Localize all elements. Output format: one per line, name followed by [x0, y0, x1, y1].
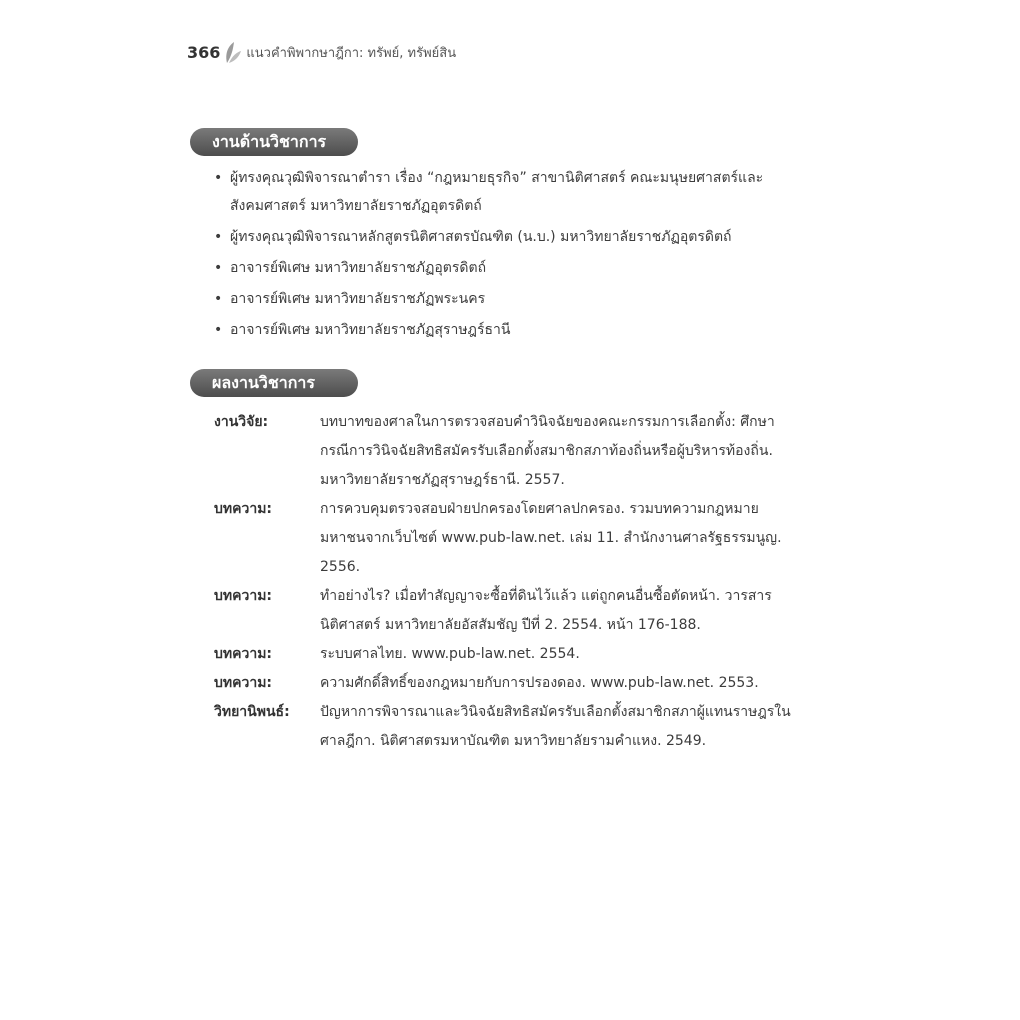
list-item: • อาจารย์พิเศษ มหาวิทยาลัยราชภัฏอุตรดิตถ์: [214, 260, 487, 276]
leaf-ornament-icon: [223, 39, 243, 65]
list-item-text: อาจารย์พิเศษ มหาวิทยาลัยราชภัฏพระนคร: [230, 291, 486, 307]
publication-text: บทบาทของศาลในการตรวจสอบคำวินิจฉัยของคณะกรรมการเลือกตั้ง: ศึกษากรณีการวินิจฉัยสิทธิสมัครรับเลือกตั้งสมาชิกสภาท้องถิ่นหรือผู้บริหารท้องถิ่น. มหาวิทยาลัยราชภัฏสุราษฎร์ธานี. 2557.: [320, 414, 775, 488]
publication-row: [214, 640, 794, 669]
running-title: แนวคำพิพากษาฎีกา: ทรัพย์, ทรัพย์สิน: [246, 45, 457, 61]
section-title-academic-work: งานด้านวิชาการ: [190, 128, 358, 156]
list-item: • อาจารย์พิเศษ มหาวิทยาลัยราชภัฏพระนคร: [214, 291, 486, 307]
publication-type: บทความ:: [214, 646, 273, 662]
publication-type: บทความ:: [214, 588, 273, 604]
list-item-text: ผู้ทรงคุณวุฒิพิจารณาหลักสูตรนิติศาสตรบัณฑิต (น.บ.) มหาวิทยาลัยราชภัฏอุตรดิตถ์: [230, 229, 732, 245]
academic-work-list: [214, 164, 774, 347]
publication-type: งานวิจัย:: [214, 414, 269, 430]
page-number: 366: [187, 42, 221, 62]
publication-text: ระบบศาลไทย. www.pub-law.net. 2554.: [320, 646, 580, 662]
publication-type: บทความ:: [214, 501, 273, 517]
publication-text: ความศักดิ์สิทธิ์ของกฎหมายกับการปรองดอง. www.pub-law.net. 2553.: [320, 675, 759, 691]
publications-list: [214, 408, 794, 756]
publication-row: [214, 408, 794, 495]
list-item-text: อาจารย์พิเศษ มหาวิทยาลัยราชภัฏสุราษฎร์ธานี: [230, 322, 511, 338]
list-item: • ผู้ทรงคุณวุฒิพิจารณาหลักสูตรนิติศาสตรบัณฑิต (น.บ.) มหาวิทยาลัยราชภัฏอุตรดิตถ์: [214, 229, 732, 245]
publication-text: ปัญหาการพิจารณาและวินิจฉัยสิทธิสมัครรับเลือกตั้งสมาชิกสภาผู้แทนราษฎรในศาลฎีกา. นิติศาสตรมหาบัณฑิต มหาวิทยาลัยรามคำแหง. 2549.: [320, 704, 791, 749]
section-title-publications: ผลงานวิชาการ: [190, 369, 358, 397]
publication-row: [214, 582, 794, 640]
page-header: [187, 38, 456, 66]
publication-text: การควบคุมตรวจสอบฝ่ายปกครองโดยศาลปกครอง. รวมบทความกฎหมายมหาชนจากเว็บไซต์ www.pub-law.net. เล่ม 11. สำนักงานศาลรัฐธรรมนูญ. 2556.: [320, 501, 782, 575]
publication-row: [214, 669, 794, 698]
list-item: • อาจารย์พิเศษ มหาวิทยาลัยราชภัฏสุราษฎร์ธานี: [214, 322, 511, 338]
publication-row: [214, 495, 794, 582]
list-item: • ผู้ทรงคุณวุฒิพิจารณาตำรา เรื่อง “กฎหมายธุรกิจ” สาขานิติศาสตร์ คณะมนุษยศาสตร์และสังคมศาสตร์ มหาวิทยาลัยราชภัฏอุตรดิตถ์: [214, 170, 764, 214]
publication-type: บทความ:: [214, 675, 273, 691]
list-item-text: อาจารย์พิเศษ มหาวิทยาลัยราชภัฏอุตรดิตถ์: [230, 260, 487, 276]
publication-row: [214, 698, 794, 756]
publication-text: ทำอย่างไร? เมื่อทำสัญญาจะซื้อที่ดินไว้แล้ว แต่ถูกคนอื่นซื้อตัดหน้า. วารสารนิติศาสตร์ มหาวิทยาลัยอัสสัมชัญ ปีที่ 2. 2554. หน้า 176-188.: [320, 588, 772, 633]
publication-type: วิทยานิพนธ์:: [214, 704, 290, 720]
list-item-text: ผู้ทรงคุณวุฒิพิจารณาตำรา เรื่อง “กฎหมายธุรกิจ” สาขานิติศาสตร์ คณะมนุษยศาสตร์และสังคมศาสตร์ มหาวิทยาลัยราชภัฏอุตรดิตถ์: [230, 170, 764, 214]
